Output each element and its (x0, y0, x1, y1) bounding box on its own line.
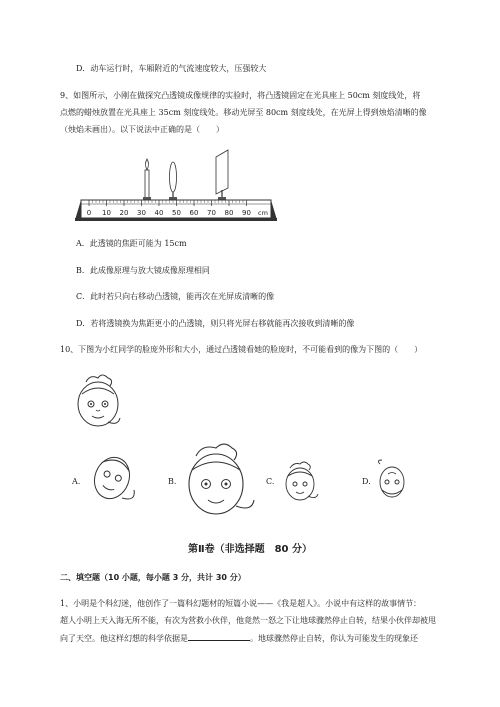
ruler-tick-label: 80 (224, 209, 234, 217)
q10-stem: 10、下图为小红同学的脸庞外形和大小，通过凸透镜看她的脸庞时，不可能看到的像为下图的（ ） (60, 345, 423, 354)
optical-bench-figure (75, 140, 305, 230)
q9-stem-line3: （烛焰未画出）。以下说法中正确的是（ ） (60, 125, 224, 134)
ruler-tick-label: 20 (119, 209, 129, 217)
q9-option-d: D．若将透镜换为焦距更小的凸透镜，则只将光屏右移就能再次接收到清晰的像 (76, 319, 355, 328)
fill-in-heading: 二、填空题（10 小题，每小题 3 分，共计 30 分） (60, 573, 246, 582)
q9-stem-line2: 点燃的蜡烛放置在光具座上 35cm 刻度线处。移动光屏至 80cm 刻度线处，在光屏上得到烛焰清晰的像 (60, 108, 427, 117)
fill-q1-line3 (60, 632, 480, 644)
fill-q1-line1: 1、小明是个科幻迷，他创作了一篇科幻题材的短篇小说——《我是超人》。小说中有这样的故事情节： (60, 599, 422, 608)
q9-option-c: C．此时若只向右移动凸透镜，能再次在光屏成清晰的像 (76, 292, 275, 301)
ruler-tick-label: 40 (154, 209, 164, 217)
ruler-tick-label: 50 (172, 209, 181, 217)
fill-q1-line3-start: 向了天空。他这样幻想的科学依据是 (60, 634, 188, 643)
q10-option-c-label: C. (266, 477, 275, 486)
q10-option-b-face-image (178, 440, 258, 520)
q10-option-d-face-image (372, 458, 412, 504)
ruler-tick-label: 90 (242, 209, 251, 217)
q10-option-a-label: A. (72, 477, 81, 486)
q9-option-a: A．此透镜的焦距可能为 15cm (76, 239, 187, 248)
q10-option-a-face-image (84, 448, 140, 508)
fill-q1-line3-end: 。地球骤然停止自转，你认为可能发生的现象还 (250, 634, 418, 643)
ruler-tick-label: 0 (86, 209, 92, 217)
ruler-unit-label: cm (258, 209, 268, 217)
candle-icon (145, 159, 149, 198)
convex-lens-icon (170, 162, 177, 198)
ruler-tick-label: 70 (207, 209, 216, 217)
ruler-tick-label: 10 (102, 209, 111, 217)
q10-option-b-label: B. (168, 477, 177, 486)
q10-option-c-face-image (278, 460, 322, 504)
section-2-title: 第Ⅱ卷（非选择题 80 分） (188, 544, 312, 555)
q10-option-d-label: D. (362, 477, 371, 486)
ruler-tick-label: 30 (137, 209, 146, 217)
reference-face-image (68, 372, 128, 432)
q9-stem-line1: 9、如图所示，小刚在做探究凸透镜成像规律的实验时，将凸透镜固定在光具座上 50cm 刻度线处，将 (60, 91, 421, 100)
light-screen-icon (216, 150, 228, 198)
answer-blank[interactable] (188, 632, 250, 641)
fill-q1-line2: 超人小明上天入海无所不能，有次为营救小伙伴，他竟然一怒之下让地球骤然停止自转，结果小伙伴却被甩 (60, 616, 436, 625)
q8-option-d: D．动车运行时，车厢附近的气流速度较大，压强较大 (76, 64, 267, 73)
ruler-tick-label: 60 (189, 209, 199, 217)
q9-option-b: B．此成像原理与放大镜成像原理相同 (76, 266, 210, 275)
